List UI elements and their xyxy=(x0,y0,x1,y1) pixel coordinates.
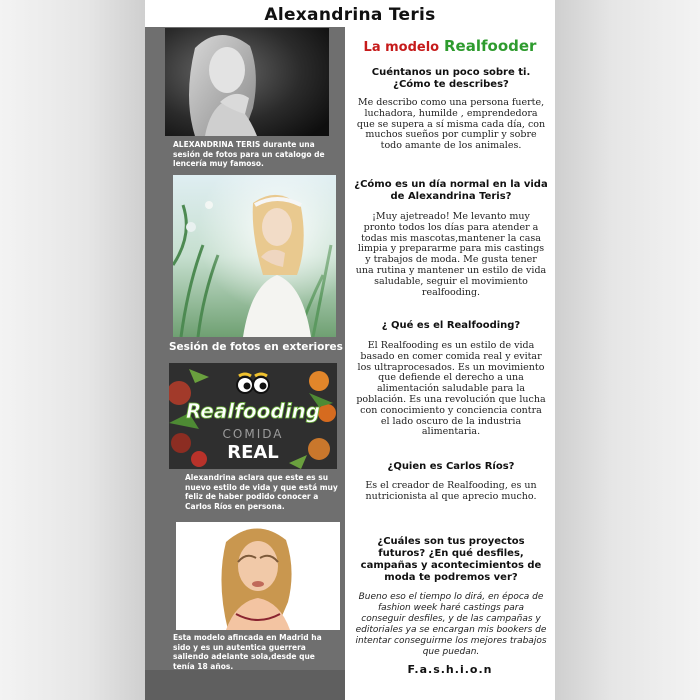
photo-3-caption: Alexandrina aclara que este es su nuevo estilo de vida y que está muy feliz de haber podido conocer a Carlos Ríos en persona. xyxy=(185,473,338,511)
photo-realfooding-graphic xyxy=(169,363,337,469)
bottom-band xyxy=(145,670,345,700)
question-5: ¿Cuáles son tus proyectos futuros? ¿En qué desfiles, campañas y acontecimientos de moda te podremos ver? xyxy=(360,536,542,583)
answer-2: ¡Muy ajetreado! Me levanto muy pronto todos los días para atender a todas mis mascotas,mantener la casa limpia y prepararme para mis castings y trabajos de moda. Me gusta tener una rutina y mantener un estilo de vida saludable, seguir el movimiento realfooding. xyxy=(355,211,547,298)
signature: F.a.s.h.i.o.n xyxy=(407,663,493,676)
section-heading xyxy=(345,37,555,55)
comida-text: COMIDA xyxy=(222,427,284,441)
answer-3: El Realfooding es un estilo de vida basado en comer comida real y evitar los ultraprocesados. Es un movimiento que defiende el derecho a una alimentación saludable para la población. Es una revolución que lucha con conocimiento y conciencia contra el lado oscuro de la industria alimentaria. xyxy=(356,340,546,438)
interview-column xyxy=(345,27,555,700)
background-left xyxy=(0,0,145,700)
realfooding-logo-text: Realfooding xyxy=(185,399,321,423)
question-1: Cuéntanos un poco sobre ti. ¿Cómo te describes? xyxy=(371,67,531,90)
answer-1: Me describo como una persona fuerte, luchadora, humilde , emprendedora que se supera a sí misma cada día, con muchos sueños por cumplir y sobre todo amante de los animales. xyxy=(356,97,546,152)
background-right xyxy=(555,0,700,700)
answer-4: Es el creador de Realfooding, es un nutricionista al que aprecio mucho. xyxy=(365,480,537,502)
question-3: ¿ Qué es el Realfooding? xyxy=(381,320,521,331)
question-4: ¿Quien es Carlos Ríos? xyxy=(387,461,515,472)
answer-5: Bueno eso el tiempo lo dirá, en época de fashion week haré castings para conseguir desfiles, y de las campañas y editoriales ya se encargan mis bookers de intentar conseguirme los mejores trabajos que puedan. xyxy=(355,592,547,657)
photo-1-caption: ALEXANDRINA TERIS durante una sesión de fotos para un catalogo de lencería muy famoso. xyxy=(173,140,325,168)
photo-bw-portrait xyxy=(165,28,329,136)
brand-prefix: La modelo xyxy=(363,40,440,55)
real-text: REAL xyxy=(227,442,279,463)
brand-name: Realfooder xyxy=(444,37,537,55)
photo-column xyxy=(145,27,345,700)
photo-studio-portrait xyxy=(176,522,340,630)
page-title: Alexandrina Teris xyxy=(264,5,436,25)
magazine-page xyxy=(145,0,555,700)
photo-2-caption: Sesión de fotos en exteriores xyxy=(169,341,343,353)
photo-4-caption: Esta modelo afincada en Madrid ha sido y es un autentica guerrera saliendo adelante sola,desde que tenía 18 años. xyxy=(173,633,322,671)
photo-outdoor xyxy=(173,175,336,337)
question-2: ¿Cómo es un día normal en la vida de Alexandrina Teris? xyxy=(354,179,548,202)
